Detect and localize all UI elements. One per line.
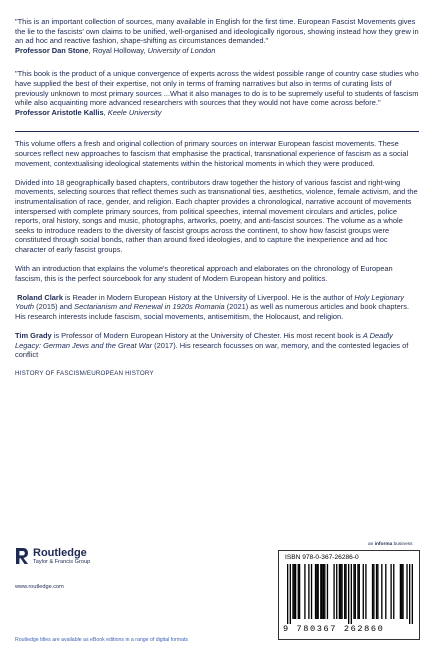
barcode-bar [363, 564, 364, 619]
barcode-bar [353, 564, 354, 619]
barcode-bar [299, 564, 300, 619]
description-paragraph: With an introduction that explains the volume's theoretical approach and elaborates on the chronology of European fascism, this is the perfect sourcebook for any student of Modern European history and politics. [15, 264, 393, 283]
praise-affiliation: , [103, 107, 108, 117]
barcode-bar [298, 564, 299, 619]
barcode-bar [339, 564, 340, 619]
praise-affiliation-italic: Keele University [107, 107, 162, 117]
barcode-bar [344, 564, 345, 619]
bio-book-title: A Deadly Legacy: German Jews and the Great War [15, 331, 393, 350]
barcode-bar [287, 564, 288, 624]
barcode-bar [348, 564, 349, 624]
barcode-icon [287, 564, 413, 624]
barcode-bar [402, 564, 403, 619]
barcode-bar [320, 564, 321, 619]
praise-quote-1 [15, 17, 419, 55]
barcode-digits: 9 780367 262860 [283, 624, 385, 634]
informa-suffix: business [392, 542, 413, 547]
barcode-bar [292, 564, 293, 619]
divider [15, 131, 419, 132]
barcode-panel [278, 550, 420, 640]
series-label: HISTORY OF FASCISM/EUROPEAN HISTORY [15, 370, 154, 377]
barcode-bar [345, 564, 346, 619]
bio-name: Tim Grady [15, 331, 52, 341]
barcode-bar [393, 564, 394, 619]
barcode-bar [341, 564, 342, 619]
ebook-note: Routledge titles are available as eBook editions in a range of digital formats [15, 637, 189, 643]
barcode-bar [385, 564, 386, 619]
barcode-bar [294, 564, 295, 619]
barcode-bar [357, 564, 358, 619]
bio-name: Roland Clark [17, 292, 63, 302]
praise-quote-text: "This is an important collection of sources, many available in English for the first time. European Fascist Movements gives the lie to the fascists' own claims to be unified, well-organised and ideologically rigorous, showing instead how they grew in an ad hoc and reactive fashion, shape-shifting as circumstances demanded." [15, 17, 419, 46]
publisher-name: Routledge [33, 547, 87, 559]
bio-text: (2021) as well as numerous articles and book chapters. His research interests include fascism, social movements, antisemitism, the Holocaust, and religion. [15, 302, 410, 322]
routledge-logo [15, 547, 90, 566]
barcode-bar [381, 564, 382, 619]
description-paragraph: This volume offers a fresh and original collection of primary sources on interwar European fascist movements. These sources reflect new approaches to fascism that emphasise the practical, transnational experience of fascism as a social movement, contextualising ideological statements within the historical moments in which they were produced. [15, 139, 409, 168]
barcode-bar [316, 564, 317, 619]
informa-prefix: an [368, 542, 375, 547]
barcode-bar [412, 564, 413, 624]
isbn-text: ISBN 978-0-367-26286-0 [285, 554, 359, 561]
bio-text: (2017). His research focusses on war, memory, and the contested legacies of conflict [15, 340, 409, 360]
barcode-bar [355, 564, 356, 619]
bio-roland-clark [15, 293, 419, 322]
informa-name: informa [374, 542, 393, 547]
barcode-bar [400, 564, 401, 619]
publisher-subtitle: Taylor & Francis Group [33, 559, 91, 565]
bio-text: is Reader in Modern European History at the University of Liverpool. He is the author of [62, 292, 355, 302]
praise-attribution [15, 46, 419, 56]
barcode-bar [308, 564, 309, 619]
barcode-bar [324, 564, 325, 619]
barcode-bar [321, 564, 322, 619]
barcode-bar [315, 564, 316, 619]
praise-affiliation: , Royal Holloway, [88, 45, 148, 55]
barcode-bar [340, 564, 341, 619]
barcode-bar [327, 564, 328, 619]
book-description [15, 139, 419, 360]
bio-text: (2015) and [34, 302, 75, 312]
description-paragraph: Divided into 18 geographically based chapters, contributors draw together the history of various fascist and right-wing movements, selecting sources that reflect themes such as transnational ties, aesthetics, violence, female activism, and the instrumentalisation of race, gender, and religion. Each chapter provides a chronological, narrative account of movements interspersed with complete primary sources, from political speeches, internal movement circulars and articles, police reports, oral history, songs and music, photographs, artworks, poetry, and anti-fascist sources. The volume as a whole seeks to introduce readers to the diversity of fascist groups across the continent, to show how fascist groups were constituted through social bonds, rather than around fixed ideologies, and to capture the inexperience and ad hoc character of early fascist groups. [15, 177, 418, 254]
barcode-bar [406, 564, 407, 619]
barcode-bar [401, 564, 402, 619]
publisher-url[interactable]: www.routledge.com [15, 584, 64, 590]
bio-book-title: Sectarianism and Renewal in 1920s Romania [74, 302, 225, 312]
praise-attribution [15, 108, 419, 118]
barcode-bar [373, 564, 374, 619]
routledge-mark-icon [15, 547, 29, 565]
barcode-bar [295, 564, 296, 619]
barcode-bar [377, 564, 378, 619]
barcode-bar [311, 564, 312, 619]
bio-text: is Professor of Modern European History at the University of Chester. His most recent book is [51, 331, 363, 341]
barcode-bar [365, 564, 366, 619]
praise-author: Professor Dan Stone [15, 45, 89, 55]
cover-footer [0, 542, 432, 648]
praise-quote-text: "This book is the product of a unique convergence of experts across the widest possible range of country case studies who have supplied the best of their expertise, not only in terms of framing narratives but also in terms of curating lists of previously unknown to most primary sources ...What it also manages to do is to be supremely useful to students of fascism while also acquainting more advanced researchers with sources that they would not have come across before." [15, 69, 419, 108]
barcode-bar [336, 564, 337, 619]
praise-author: Professor Aristotle Kallis [15, 107, 104, 117]
barcode-bar [409, 564, 410, 624]
informa-business [368, 542, 413, 547]
barcode-bar [333, 564, 334, 619]
barcode-bar [318, 564, 319, 619]
bio-book-title: Holy Legionary Youth [15, 292, 405, 312]
praise-affiliation-italic: University of London [147, 45, 216, 55]
barcode-bar [351, 564, 352, 624]
cover-text [15, 17, 419, 377]
barcode-bar [376, 564, 377, 619]
praise-quote-2 [15, 69, 419, 117]
barcode-bar [390, 564, 391, 619]
barcode-bar [304, 564, 305, 619]
bio-tim-grady [15, 331, 419, 360]
barcode-bar [359, 564, 360, 619]
barcode-bar [323, 564, 324, 619]
barcode-bar [290, 564, 291, 624]
barcode-bar [372, 564, 373, 619]
